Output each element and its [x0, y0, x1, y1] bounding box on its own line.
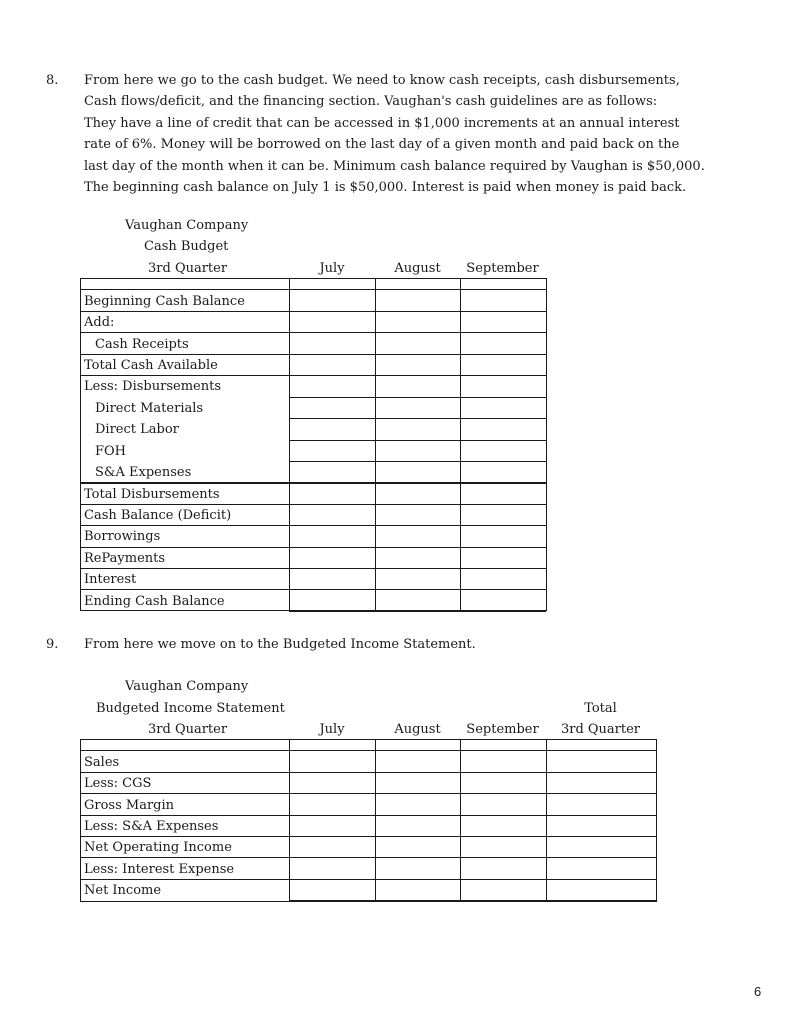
income-statement-row-rule	[80, 836, 656, 837]
income-statement-row-rule	[80, 857, 656, 858]
cash-budget-row-rule	[80, 332, 546, 333]
cash-budget-row-label: S&A Expenses	[95, 465, 192, 480]
cash-budget-row-label: Ending Cash Balance	[84, 594, 225, 609]
cash-budget-row-label: FOH	[95, 444, 127, 459]
cash-budget-row-rule	[289, 397, 546, 398]
income-statement-period: 3rd Quarter	[148, 722, 228, 737]
income-statement-col-divider	[289, 739, 290, 901]
cash-budget-row-label: RePayments	[84, 551, 166, 566]
cash-budget-title: Cash Budget	[144, 239, 229, 254]
cash-budget-col-september: September	[466, 261, 539, 276]
cash-budget-col-divider	[289, 278, 290, 610]
cash-budget-row-label: Less: Disbursements	[84, 379, 221, 394]
cash-budget-row-label: Borrowings	[84, 529, 161, 544]
income-statement-row-rule	[80, 772, 656, 773]
item-8-line: From here we go to the cash budget. We need to know cash receipts, cash disbursements,	[84, 73, 680, 88]
income-statement-header-rule	[80, 750, 656, 751]
page-number: 6	[754, 984, 762, 999]
income-statement-col-divider	[460, 739, 461, 901]
cash-budget-row-rule	[80, 568, 546, 569]
income-statement-col-august: August	[394, 722, 441, 737]
cash-budget-row-rule	[80, 482, 546, 484]
income-statement-row-label: Net Operating Income	[84, 840, 232, 855]
income-statement-row-rule	[80, 815, 656, 816]
cash-budget-row-label: Beginning Cash Balance	[84, 294, 245, 309]
item-8-paragraph	[84, 70, 704, 198]
item-9-number: 9.	[46, 637, 59, 652]
cash-budget-col-divider	[375, 278, 376, 610]
income-statement-col-divider	[375, 739, 376, 901]
cash-budget-row-label: Total Cash Available	[84, 358, 218, 373]
cash-budget-row-rule	[80, 354, 546, 355]
cash-budget-col-divider	[460, 278, 461, 610]
income-statement-company: Vaughan Company	[125, 679, 249, 694]
item-8-line: They have a line of credit that can be accessed in $1,000 increments at an annual interest	[84, 115, 680, 131]
cash-budget-company: Vaughan Company	[125, 218, 249, 233]
cash-budget-row-label: Interest	[84, 572, 137, 587]
item-8-line: last day of the month when it can be. Minimum cash balance required by Vaughan is $50,000.	[84, 158, 705, 174]
cash-budget-row-label: Direct Materials	[95, 401, 204, 416]
income-statement-row-label: Net Income	[84, 883, 162, 898]
income-statement-col-quarter: 3rd Quarter	[560, 722, 641, 737]
income-statement-title: Budgeted Income Statement	[96, 701, 285, 716]
income-statement-col-september: September	[466, 722, 539, 737]
income-statement-row-label: Less: Interest Expense	[84, 862, 235, 877]
cash-budget-row-rule	[80, 589, 546, 590]
income-statement-row-label: Sales	[84, 755, 120, 770]
income-statement-total-label: Total	[584, 701, 617, 716]
cash-budget-row-rule	[80, 311, 546, 312]
cash-budget-bottom-rule	[289, 610, 546, 612]
cash-budget-row-rule	[80, 504, 546, 505]
item-8-line: Cash flows/deficit, and the financing section. Vaughan's cash guidelines are as follows:	[84, 94, 658, 110]
cash-budget-row-label: Total Disbursements	[84, 487, 220, 502]
cash-budget-row-rule	[289, 461, 546, 462]
cash-budget-row-rule	[80, 547, 546, 548]
income-statement-bottom-rule	[289, 900, 656, 902]
cash-budget-row-label: Cash Receipts	[95, 337, 189, 352]
cash-budget-row-rule	[80, 525, 546, 526]
cash-budget-col-august: August	[394, 261, 441, 276]
cash-budget-header-rule	[80, 289, 546, 290]
income-statement-row-label: Less: S&A Expenses	[84, 819, 219, 834]
cash-budget-row-rule	[289, 418, 546, 419]
item-8-number: 8.	[46, 73, 59, 88]
cash-budget-row-label: Cash Balance (Deficit)	[84, 508, 232, 523]
cash-budget-row-label: Add:	[84, 315, 115, 330]
item-8-line: The beginning cash balance on July 1 is $50,000. Interest is paid when money is paid back.	[84, 180, 687, 196]
income-statement-row-label: Less: CGS	[84, 776, 152, 791]
cash-budget-col-july: July	[319, 261, 345, 276]
income-statement-row-rule	[80, 793, 656, 794]
cash-budget-row-rule	[289, 440, 546, 441]
item-9-text: From here we move on to the Budgeted Income Statement.	[84, 637, 476, 652]
cash-budget-row-rule	[80, 375, 546, 376]
income-statement-col-july: July	[319, 722, 345, 737]
cash-budget-row-label: Direct Labor	[95, 422, 179, 437]
income-statement-row-rule	[80, 879, 656, 880]
income-statement-row-label: Gross Margin	[84, 798, 175, 813]
item-8-line: rate of 6%. Money will be borrowed on the last day of a given month and paid back on the	[84, 137, 680, 153]
income-statement-col-divider	[546, 739, 547, 901]
cash-budget-period: 3rd Quarter	[148, 261, 228, 276]
